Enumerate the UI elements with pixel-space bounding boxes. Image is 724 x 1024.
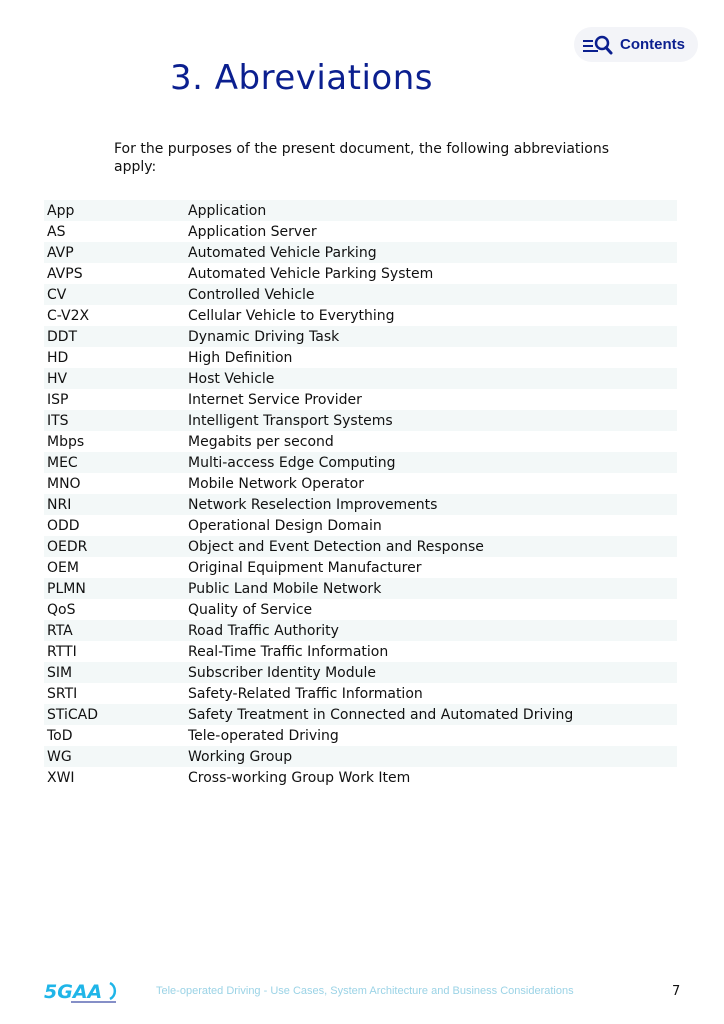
table-row xyxy=(44,389,677,410)
meaning-cell: Quality of Service xyxy=(185,599,677,620)
meaning-cell: High Definition xyxy=(185,347,677,368)
table-row xyxy=(44,515,677,536)
meaning-cell: Subscriber Identity Module xyxy=(185,662,677,683)
contents-button-label: Contents xyxy=(620,36,685,53)
table-row xyxy=(44,263,677,284)
table-row xyxy=(44,368,677,389)
abbreviation-cell: OEM xyxy=(44,557,185,578)
table-row xyxy=(44,620,677,641)
meaning-cell: Megabits per second xyxy=(185,431,677,452)
meaning-cell: Object and Event Detection and Response xyxy=(185,536,677,557)
abbreviation-cell: CV xyxy=(44,284,185,305)
table-row xyxy=(44,683,677,704)
abbreviation-cell: SRTI xyxy=(44,683,185,704)
table-row xyxy=(44,284,677,305)
abbreviation-cell: SIM xyxy=(44,662,185,683)
abbreviation-cell: ISP xyxy=(44,389,185,410)
abbreviation-cell: NRI xyxy=(44,494,185,515)
table-row xyxy=(44,746,677,767)
contents-search-icon xyxy=(582,34,614,56)
meaning-cell: Road Traffic Authority xyxy=(185,620,677,641)
meaning-cell: Multi-access Edge Computing xyxy=(185,452,677,473)
abbreviation-cell: PLMN xyxy=(44,578,185,599)
abbreviation-cell: ITS xyxy=(44,410,185,431)
table-row xyxy=(44,305,677,326)
abbreviation-cell: RTTI xyxy=(44,641,185,662)
abbreviation-cell: AS xyxy=(44,221,185,242)
table-row xyxy=(44,578,677,599)
abbreviation-cell: XWI xyxy=(44,767,185,788)
meaning-cell: Automated Vehicle Parking xyxy=(185,242,677,263)
meaning-cell: Original Equipment Manufacturer xyxy=(185,557,677,578)
meaning-cell: Cellular Vehicle to Everything xyxy=(185,305,677,326)
abbreviation-cell: ODD xyxy=(44,515,185,536)
table-row xyxy=(44,557,677,578)
table-row xyxy=(44,452,677,473)
abbreviation-cell: C-V2X xyxy=(44,305,185,326)
meaning-cell: Network Reselection Improvements xyxy=(185,494,677,515)
table-row xyxy=(44,641,677,662)
abbreviation-cell: AVP xyxy=(44,242,185,263)
meaning-cell: Internet Service Provider xyxy=(185,389,677,410)
meaning-cell: Mobile Network Operator xyxy=(185,473,677,494)
abbreviation-cell: MNO xyxy=(44,473,185,494)
abbreviation-cell: DDT xyxy=(44,326,185,347)
abbreviation-cell: HV xyxy=(44,368,185,389)
meaning-cell: Cross-working Group Work Item xyxy=(185,767,677,788)
abbreviation-cell: HD xyxy=(44,347,185,368)
meaning-cell: Host Vehicle xyxy=(185,368,677,389)
table-row xyxy=(44,536,677,557)
abbreviation-cell: App xyxy=(44,200,185,221)
table-row xyxy=(44,347,677,368)
abbreviation-cell: Mbps xyxy=(44,431,185,452)
table-row xyxy=(44,767,677,788)
abbreviation-cell: WG xyxy=(44,746,185,767)
intro-paragraph: For the purposes of the present document, the following abbreviations apply: xyxy=(114,141,610,175)
abbreviation-cell: ToD xyxy=(44,725,185,746)
table-row xyxy=(44,662,677,683)
abbreviation-cell: RTA xyxy=(44,620,185,641)
abbreviation-cell: AVPS xyxy=(44,263,185,284)
meaning-cell: Operational Design Domain xyxy=(185,515,677,536)
meaning-cell: Controlled Vehicle xyxy=(185,284,677,305)
meaning-cell: Real-Time Traffic Information xyxy=(185,641,677,662)
table-row xyxy=(44,242,677,263)
table-row xyxy=(44,704,677,725)
table-row xyxy=(44,494,677,515)
table-row xyxy=(44,473,677,494)
table-row xyxy=(44,326,677,347)
table-row xyxy=(44,431,677,452)
abbreviation-cell: STiCAD xyxy=(44,704,185,725)
5gaa-logo xyxy=(44,979,122,1005)
abbreviation-cell: QoS xyxy=(44,599,185,620)
abbreviation-cell: OEDR xyxy=(44,536,185,557)
page-title: 3. Abreviations xyxy=(170,58,433,98)
meaning-cell: Safety-Related Traffic Information xyxy=(185,683,677,704)
page-number: 7 xyxy=(672,984,681,999)
table-row xyxy=(44,200,677,221)
table-row xyxy=(44,221,677,242)
meaning-cell: Working Group xyxy=(185,746,677,767)
meaning-cell: Tele-operated Driving xyxy=(185,725,677,746)
abbreviations-table xyxy=(44,200,677,788)
table-row xyxy=(44,599,677,620)
meaning-cell: Dynamic Driving Task xyxy=(185,326,677,347)
meaning-cell: Intelligent Transport Systems xyxy=(185,410,677,431)
footer-document-title: Tele-operated Driving - Use Cases, System Architecture and Business Considerations xyxy=(156,985,574,997)
meaning-cell: Application xyxy=(185,200,677,221)
table-row xyxy=(44,410,677,431)
meaning-cell: Safety Treatment in Connected and Automated Driving xyxy=(185,704,677,725)
abbreviation-cell: MEC xyxy=(44,452,185,473)
meaning-cell: Public Land Mobile Network xyxy=(185,578,677,599)
table-row xyxy=(44,725,677,746)
svg-text:5GAA: 5GAA xyxy=(44,981,103,1003)
meaning-cell: Application Server xyxy=(185,221,677,242)
meaning-cell: Automated Vehicle Parking System xyxy=(185,263,677,284)
contents-button[interactable] xyxy=(574,27,698,62)
